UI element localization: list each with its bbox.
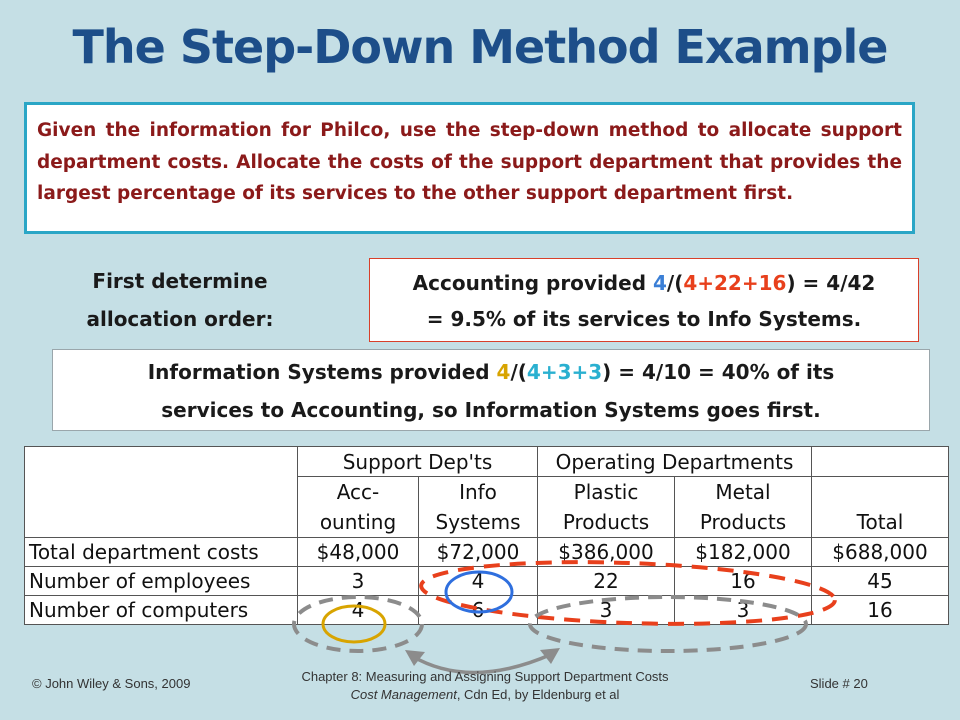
department-table-wrapper — [24, 446, 949, 625]
group-header-row — [25, 447, 949, 477]
info-line2: services to Accounting, so Information Systems goes first. — [161, 398, 821, 422]
col-header-metal-l1: Metal — [715, 480, 771, 504]
footer-book-title: Cost Management — [350, 687, 457, 702]
cell-value: 6 — [419, 596, 538, 625]
accounting-post: ) = 4/42 — [786, 271, 876, 295]
accounting-denominator: 4+22+16 — [683, 271, 787, 295]
footer-book-line — [240, 686, 730, 704]
info-denominator: 4+3+3 — [526, 360, 603, 384]
cell-value: 16 — [675, 567, 812, 596]
accounting-slash: /( — [666, 271, 684, 295]
col-header-accounting-l1: Acc- — [336, 480, 380, 504]
col-header-info-l1: Info — [459, 480, 497, 504]
first-determine-line2: allocation order: — [86, 307, 274, 331]
col-header-info-systems — [419, 477, 538, 538]
arrowhead-left-icon — [405, 650, 425, 666]
table-row — [25, 538, 949, 567]
accounting-line1 — [370, 265, 918, 301]
col-header-metal-l2: Products — [699, 510, 787, 534]
intro-text: Given the information for Philco, use the step-down method to allocate support department costs. Allocate the costs of the support department that provides the largest percentage of its services to the other support department first. — [24, 102, 915, 234]
blank-total-top-cell — [812, 447, 949, 477]
cell-value: $688,000 — [812, 538, 949, 567]
row-label-total-costs: Total department costs — [25, 538, 298, 567]
accounting-pre: Accounting provided — [412, 271, 653, 295]
footer-book-rest: , Cdn Ed, by Eldenburg et al — [456, 687, 620, 702]
cell-value: 45 — [812, 567, 949, 596]
info-pre: Information Systems provided — [147, 360, 497, 384]
slide-title: The Step-Down Method Example — [72, 20, 888, 74]
info-line1 — [53, 353, 929, 391]
row-label-employees: Number of employees — [25, 567, 298, 596]
cell-value: 16 — [812, 596, 949, 625]
first-determine-label — [40, 262, 320, 338]
col-header-info-l2: Systems — [435, 510, 521, 534]
info-post: ) = 4/10 = 40% of its — [602, 360, 835, 384]
col-header-plastic-l1: Plastic — [573, 480, 639, 504]
footer-chapter — [240, 668, 730, 704]
info-numerator: 4 — [496, 360, 511, 384]
cell-value: 4 — [419, 567, 538, 596]
accounting-numerator: 4 — [652, 271, 667, 295]
col-header-total — [812, 477, 949, 538]
cell-value: 3 — [298, 567, 419, 596]
support-depts-header: Support Dep'ts — [298, 447, 538, 477]
accounting-line2: = 9.5% of its services to Info Systems. — [426, 307, 862, 331]
cell-value: 3 — [675, 596, 812, 625]
table-row — [25, 567, 949, 596]
blank-corner-cell — [25, 447, 298, 538]
col-header-plastic — [538, 477, 675, 538]
footer-chapter-line: Chapter 8: Measuring and Assigning Support Department Costs — [301, 669, 669, 684]
table-row — [25, 596, 949, 625]
department-table — [24, 446, 949, 625]
col-header-total-l2: Total — [856, 510, 904, 534]
col-header-accounting — [298, 477, 419, 538]
cell-value: $182,000 — [675, 538, 812, 567]
arrowhead-right-icon — [540, 648, 560, 664]
accounting-calculation-box — [369, 258, 919, 342]
info-slash: /( — [510, 360, 527, 384]
footer-copyright: © John Wiley & Sons, 2009 — [32, 676, 191, 691]
cell-value: $48,000 — [298, 538, 419, 567]
cell-value: 3 — [538, 596, 675, 625]
footer-slide-number: Slide # 20 — [810, 676, 868, 691]
info-systems-calculation-box — [52, 349, 930, 431]
cell-value: $386,000 — [538, 538, 675, 567]
col-header-plastic-l2: Products — [562, 510, 650, 534]
col-header-metal — [675, 477, 812, 538]
cell-value: $72,000 — [419, 538, 538, 567]
cell-value: 4 — [298, 596, 419, 625]
cell-value: 22 — [538, 567, 675, 596]
operating-depts-header: Operating Departments — [538, 447, 812, 477]
col-header-accounting-l2: ounting — [319, 510, 397, 534]
first-determine-line1: First determine — [92, 269, 268, 293]
row-label-computers: Number of computers — [25, 596, 298, 625]
